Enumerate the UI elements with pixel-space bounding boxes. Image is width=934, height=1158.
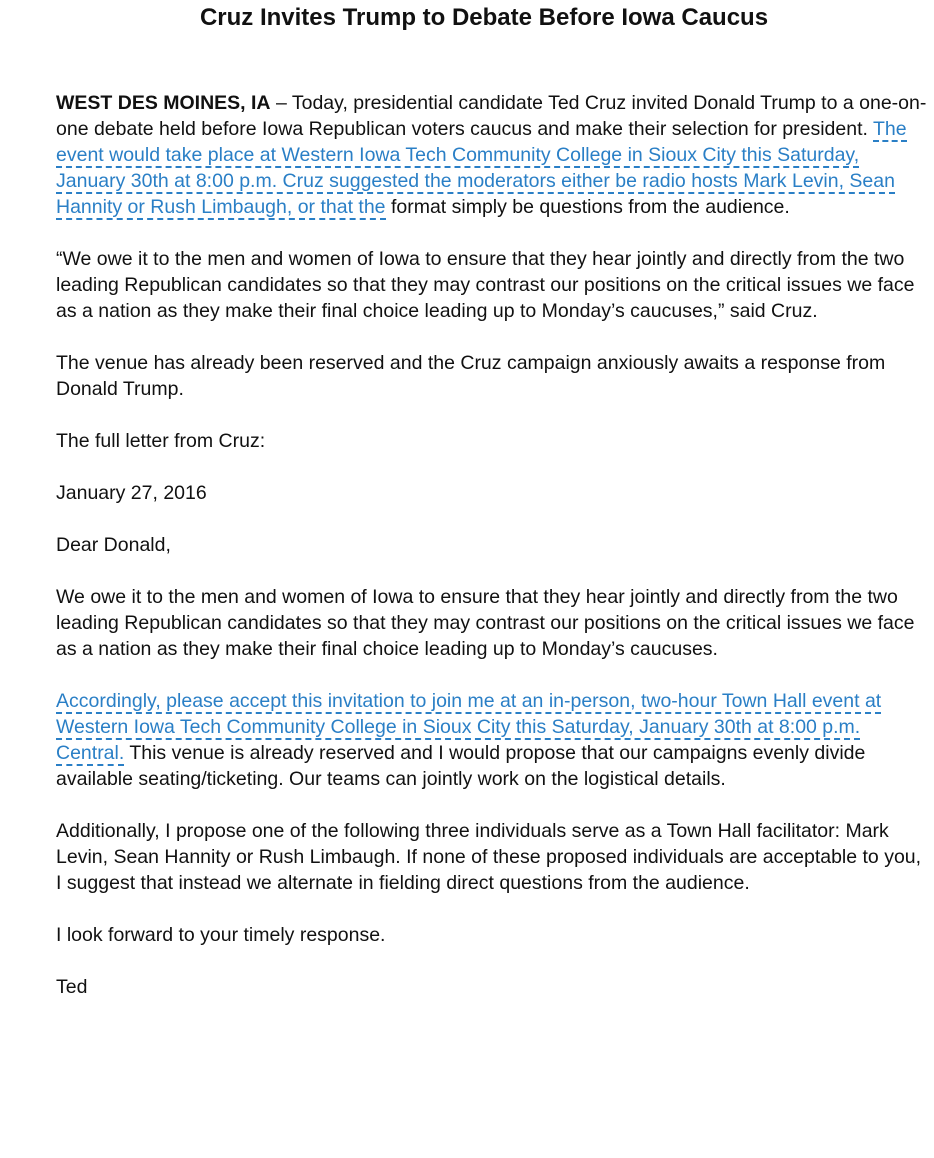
event-details-link[interactable]: The event would take place at Western Iowa Tech Community College in Sioux City this Saturday, January 30th at 8:00 p.m. Cruz suggested the moderators either be radio hosts Mark Levin, Sean Hannity or Rush Limbaugh, or that the [56,118,907,218]
letter-salutation: Dear Donald, [56,534,171,556]
page-title: Cruz Invites Trump to Debate Before Iowa Caucus [199,4,769,31]
intro-lead-text: – Today, presidential candidate Ted Cruz invited Donald Trump to a one-on-one debate held before Iowa Republican voters caucus and make their selection for president. [56,92,927,140]
letter-paragraph-4: I look forward to your timely response. [56,924,386,946]
venue-paragraph: The venue has already been reserved and the Cruz campaign anxiously awaits a response from Donald Trump. [56,352,886,400]
intro-tail-text: format simply be questions from the audience. [385,196,790,218]
letter-paragraph-1: We owe it to the men and women of Iowa to ensure that they hear jointly and directly from the two leading Republican candidates so that they may contrast our positions on the critical issues we face as a nation as they make their final choice leading up to Monday’s caucuses. [56,586,915,660]
quote-paragraph: “We owe it to the men and women of Iowa to ensure that they hear jointly and directly from the two leading Republican candidates so that they may contrast our positions on the critical issues we face as a nation as they make their final choice leading up to Monday’s caucuses,” said Cruz. [56,248,915,322]
letter-intro-paragraph: The full letter from Cruz: [56,430,266,452]
dateline: WEST DES MOINES, IA [56,92,271,114]
letter-signature: Ted [56,976,88,998]
letter-date: January 27, 2016 [56,482,207,504]
invitation-link[interactable]: Accordingly, please accept this invitation to join me at an in-person, two-hour Town Hall event at Western Iowa Tech Community College in Sioux City this Saturday, January 30th at 8:00 p.m. Central. [56,690,882,764]
article-body [56,90,928,1026]
letter-paragraph-2 [56,688,928,792]
letter-paragraph-3: Additionally, I propose one of the following three individuals serve as a Town Hall facilitator: Mark Levin, Sean Hannity or Rush Limbaugh. If none of these proposed individuals are acceptable to you, I suggest that instead we alternate in fielding direct questions from the audience. [56,820,922,894]
intro-paragraph [56,90,928,220]
letter-paragraph-2-tail: This venue is already reserved and I would propose that our campaigns evenly divide available seating/ticketing. Our teams can jointly work on the logistical details. [56,742,866,790]
